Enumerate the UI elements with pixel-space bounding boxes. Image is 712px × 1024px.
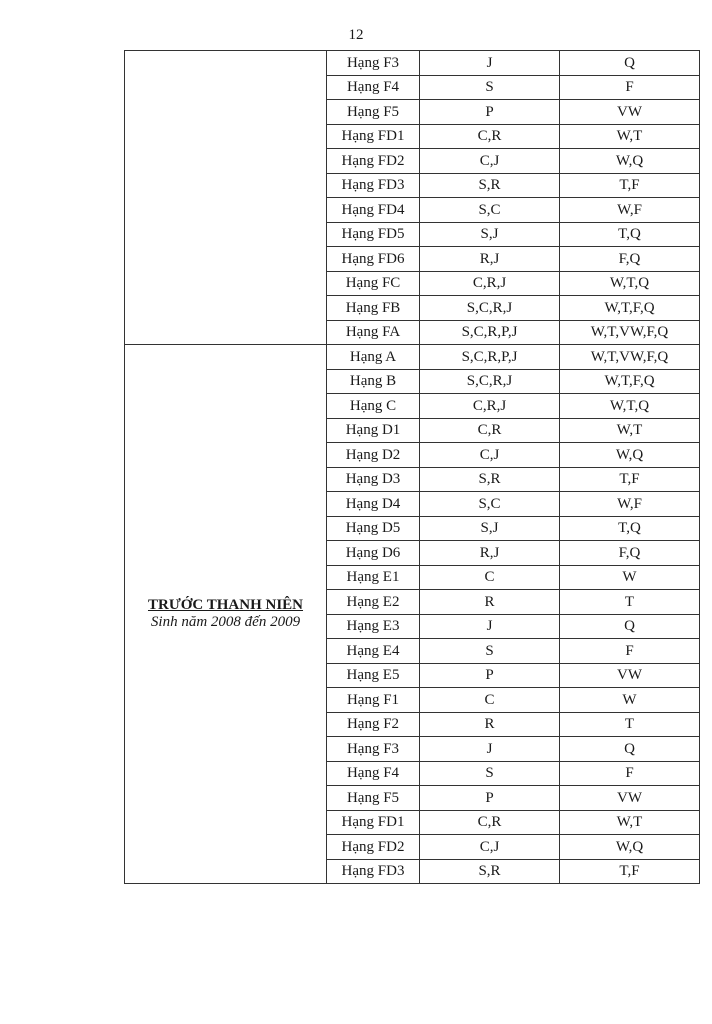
letter-cell: Q [560, 51, 700, 76]
letter-cell: W,T,F,Q [560, 296, 700, 321]
letter-cell: W,T,VW,F,Q [560, 320, 700, 345]
code-cell: C,R [420, 810, 560, 835]
rank-cell: Hạng D6 [327, 541, 420, 566]
letter-cell: W,F [560, 198, 700, 223]
code-cell: S,C [420, 492, 560, 517]
code-cell: P [420, 663, 560, 688]
rank-cell: Hạng C [327, 394, 420, 419]
page-number: 12 [348, 27, 364, 43]
table-row [125, 51, 700, 76]
letter-cell: T,F [560, 467, 700, 492]
code-cell: P [420, 786, 560, 811]
letter-cell: F,Q [560, 247, 700, 272]
code-cell: S,C,R,J [420, 296, 560, 321]
code-cell: R [420, 712, 560, 737]
letter-cell: VW [560, 786, 700, 811]
rank-cell: Hạng FD1 [327, 810, 420, 835]
code-cell: J [420, 614, 560, 639]
letter-cell: T,F [560, 173, 700, 198]
rank-cell: Hạng FD5 [327, 222, 420, 247]
letter-cell: W,Q [560, 149, 700, 174]
letter-cell: T,Q [560, 516, 700, 541]
code-cell: S,J [420, 222, 560, 247]
rank-cell: Hạng E4 [327, 639, 420, 664]
rank-cell: Hạng FD4 [327, 198, 420, 223]
rank-cell: Hạng F2 [327, 712, 420, 737]
rank-cell: Hạng FA [327, 320, 420, 345]
code-cell: S,R [420, 173, 560, 198]
code-cell: S,C,R,J [420, 369, 560, 394]
letter-cell: W,Q [560, 443, 700, 468]
code-cell: P [420, 100, 560, 125]
letter-cell: W,T,F,Q [560, 369, 700, 394]
letter-cell: W,Q [560, 835, 700, 860]
rank-cell: Hạng E2 [327, 590, 420, 615]
rank-cell: Hạng F3 [327, 737, 420, 762]
code-cell: C,J [420, 149, 560, 174]
letter-cell: W,T,Q [560, 271, 700, 296]
rank-cell: Hạng FD3 [327, 173, 420, 198]
code-cell: S,C [420, 198, 560, 223]
code-cell: S [420, 639, 560, 664]
letter-cell: W,T,VW,F,Q [560, 345, 700, 370]
table-row [125, 345, 700, 370]
code-cell: S [420, 761, 560, 786]
letter-cell: T [560, 590, 700, 615]
group-label-cell [125, 345, 327, 884]
rank-cell: Hạng FD2 [327, 149, 420, 174]
rank-cell: Hạng F4 [327, 761, 420, 786]
letter-cell: W,T [560, 810, 700, 835]
letter-cell: W,T,Q [560, 394, 700, 419]
letter-cell: Q [560, 614, 700, 639]
code-cell: S,J [420, 516, 560, 541]
code-cell: R [420, 590, 560, 615]
code-cell: C [420, 565, 560, 590]
rank-cell: Hạng FB [327, 296, 420, 321]
rank-cell: Hạng FD2 [327, 835, 420, 860]
code-cell: R,J [420, 541, 560, 566]
rank-cell: Hạng FD3 [327, 859, 420, 884]
rank-cell: Hạng F1 [327, 688, 420, 713]
letter-cell: W [560, 565, 700, 590]
code-cell: C,R,J [420, 394, 560, 419]
rank-cell: Hạng F3 [327, 51, 420, 76]
rank-cell: Hạng E1 [327, 565, 420, 590]
letter-cell: F [560, 639, 700, 664]
code-cell: R,J [420, 247, 560, 272]
rank-cell: Hạng A [327, 345, 420, 370]
code-cell: C,R,J [420, 271, 560, 296]
rank-cell: Hạng FD6 [327, 247, 420, 272]
rank-cell: Hạng D5 [327, 516, 420, 541]
letter-cell: VW [560, 100, 700, 125]
letter-cell: T,F [560, 859, 700, 884]
group-label-cell [125, 51, 327, 345]
code-cell: S,C,R,P,J [420, 320, 560, 345]
rank-cell: Hạng FD1 [327, 124, 420, 149]
rank-cell: Hạng FC [327, 271, 420, 296]
code-cell: C,J [420, 835, 560, 860]
rank-cell: Hạng D2 [327, 443, 420, 468]
letter-cell: F [560, 761, 700, 786]
code-cell: C,R [420, 418, 560, 443]
code-cell: C,R [420, 124, 560, 149]
rank-cell: Hạng F4 [327, 75, 420, 100]
ranking-table [124, 50, 700, 884]
rank-cell: Hạng D3 [327, 467, 420, 492]
code-cell: C,J [420, 443, 560, 468]
ranking-table-body [125, 51, 700, 884]
group-subtitle: Sinh năm 2008 đến 2009 [150, 614, 301, 630]
letter-cell: VW [560, 663, 700, 688]
rank-cell: Hạng D1 [327, 418, 420, 443]
rank-cell: Hạng E5 [327, 663, 420, 688]
letter-cell: F,Q [560, 541, 700, 566]
rank-cell: Hạng D4 [327, 492, 420, 517]
code-cell: S,R [420, 467, 560, 492]
rank-cell: Hạng F5 [327, 786, 420, 811]
letter-cell: Q [560, 737, 700, 762]
rank-cell: Hạng E3 [327, 614, 420, 639]
letter-cell: T,Q [560, 222, 700, 247]
letter-cell: T [560, 712, 700, 737]
letter-cell: W [560, 688, 700, 713]
letter-cell: W,T [560, 418, 700, 443]
rank-cell: Hạng F5 [327, 100, 420, 125]
code-cell: J [420, 737, 560, 762]
code-cell: J [420, 51, 560, 76]
code-cell: S,R [420, 859, 560, 884]
letter-cell: W,T [560, 124, 700, 149]
letter-cell: F [560, 75, 700, 100]
group-title: TRƯỚC THANH NIÊN [147, 597, 304, 613]
code-cell: S,C,R,P,J [420, 345, 560, 370]
code-cell: C [420, 688, 560, 713]
rank-cell: Hạng B [327, 369, 420, 394]
letter-cell: W,F [560, 492, 700, 517]
code-cell: S [420, 75, 560, 100]
